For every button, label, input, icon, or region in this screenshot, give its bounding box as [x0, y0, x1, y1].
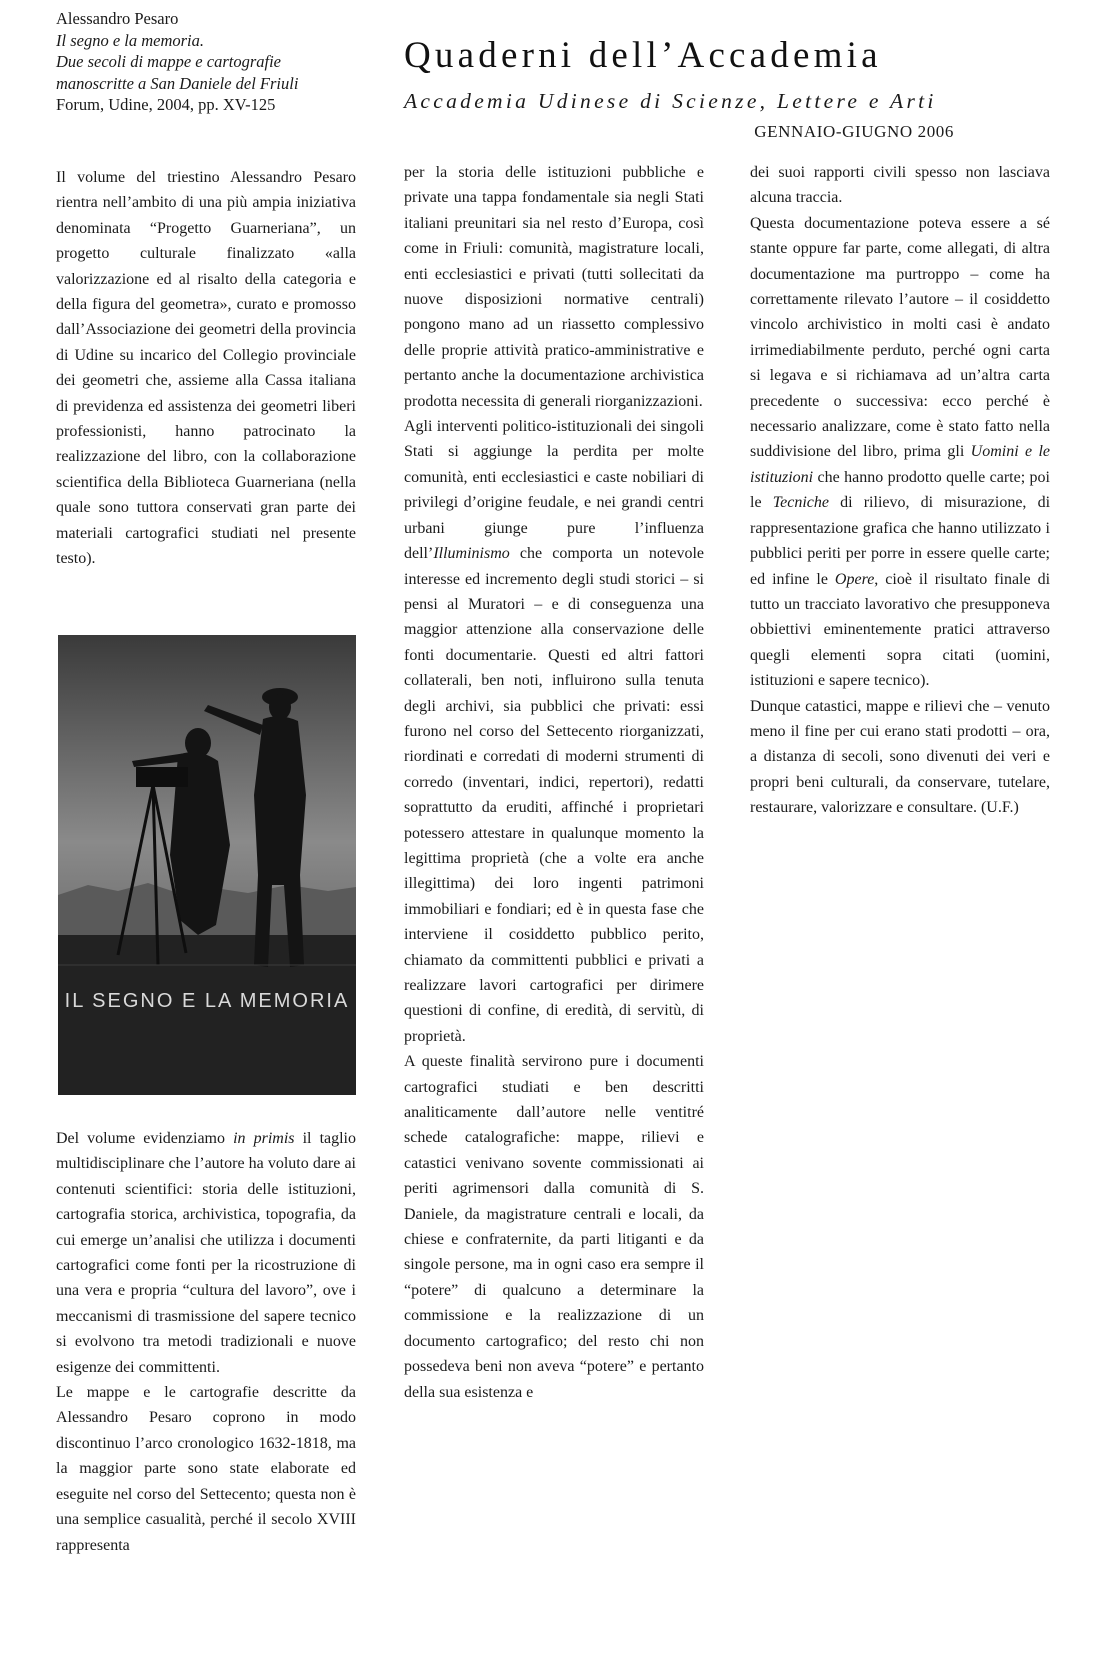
text-run: di rilievo, di misurazione, di rappresentazione grafica che hanno utilizzato i pubblici periti per porre in essere quelle carte; ed infine le — [750, 494, 1051, 588]
cover-illustration — [58, 635, 356, 1095]
column-1-top — [56, 165, 356, 572]
text-run: il taglio multidisciplinare che l’autore ha voluto dare ai contenuti scientifici: storia delle istituzioni, cartografia storica, archivistica, topografia, da cui emerge un’analisi che utilizza i documenti cartografici come fonti per la ricostruzione di una vera e propria “cultura del lavoro”, ove i meccanismi di trasmissione del sapere tecnico si evolvono tra metodi tradizionali e nuove esigenze dei committenti. — [56, 1130, 357, 1376]
emphasis: Illuminismo — [433, 545, 510, 563]
emphasis: in primis — [233, 1130, 295, 1147]
text-run: che comporta un notevole interesse ed incremento degli studi storici – si pensi al Muratori – e di conseguenza una maggior attenzione alla conservazione delle fonti documentarie. Questi ed altri fattori collaterali, ben noti, influirono sulla tenuta degli archivi, sia pubblici che privati: essi furono nel corso del Settecento riorganizzati, riordinati e corredati di moderni strumenti di corredo (inventari, indici, repertori), redatti soprattutto da eruditi, affinché i proprietari potessero attestare in qualunque momento la legittima proprietà (che a volte era anche illegittima) dei loro ingenti patrimoni immobiliari e fondiari; ed è in questa fase che interviene il cosiddetto pubblico perito, chiamato da committenti pubblici e privati a realizzare lavori cartografici per dirimere questioni di confine, di eredità, di servitù, di proprietà. — [404, 545, 704, 1045]
paragraph: A queste finalità servirono pure i documenti cartografici studiati e ben descritti analiticamente dall’autore nelle ventitré schede catalografiche: mappe, rilievi e catastici venivano sovente commissionati ai periti agrimensori dalla comunità di S. Daniele, da magistrature centrali e locali, da chiese e confraternite, da parti litiganti e da singole persone, ma in ogni caso era sempre il “potere” di qualcuno a determinare la commissione e la realizzazione di un documento cartografico; del resto chi non possedeva beni non aveva “potere” e pertanto della sua esistenza e — [404, 1053, 704, 1401]
paragraph: Il volume del triestino Alessandro Pesaro rientra nell’ambito di una più ampia iniziativa denominata “Progetto Guarneriana”, un progetto culturale finalizzato «alla valorizzazione ed al risalto della categoria e della figura del geometra», curato e promosso dall’Associazione dei geometri della provincia di Udine su incarico del Collegio provinciale dei geometri che, assieme alla Cassa italiana di previdenza ed assistenza dei geometri liberi professionisti, hanno patrocinato la realizzazione del libro, con la collaborazione scientifica della Biblioteca Guarneriana (nella quale sono tuttora conservati gran parte dei materiali cartografici studiati nel presente testo). — [56, 169, 356, 568]
book-cover-image — [58, 635, 356, 1095]
paragraph: Dunque catastici, mappe e rilievi che – venuto meno il fine per cui erano stati prodotti – ora, a distanza di secoli, sono divenuti dei veri e propri beni culturali, da conservare, tutelare, restaurare, valorizzare e consultare. (U.F.) — [750, 697, 1050, 817]
text-run: Agli interventi politico-istituzionali dei singoli Stati si aggiunge la perdita per molte comunità, enti ecclesiastici e caste nobiliari di privilegi d’origine feudale, e nei grandi centri urbani giunge pure l’influenza dell’ — [404, 418, 704, 563]
column-2 — [404, 160, 704, 1405]
journal-title: Quaderni dell’Accademia — [404, 35, 882, 76]
citation-publisher: Forum, Udine, 2004, pp. XV-125 — [56, 95, 276, 114]
paragraph: per la storia delle istituzioni pubbliche e private una tappa fondamentale sia negli Stati italiani preunitari sia nel resto d’Europa, così come in Friuli: comunità, magistrature locali, enti ecclesiastici e privati (tutti sollecitati da nuove disposizioni normative centrali) pongono mano ad un riassetto complessivo delle proprie attività pratico-amministrative e pertanto anche la documentazione archivistica prodotta necessita di generali riorganizzazioni. — [404, 164, 704, 410]
journal-subtitle: Accademia Udinese di Scienze, Lettere e Arti — [404, 89, 937, 113]
cover-title: IL SEGNO E LA MEMORIA — [64, 990, 350, 1012]
text-run: Questa documentazione poteva essere a sé stante oppure far parte, come allegati, di altra documentazione ma purtroppo – come ha correttamente rilevato l’autore – il cosiddetto vincolo archivistico in molti casi è andato irrimediabilmente perduto, perché ogni carta si legava e si richiamava ad un’altra carta precedente o successiva: ecco perché è necessario analizzare, come è stato fatto nella suddivisione del libro, prima gli — [750, 214, 1050, 461]
text-run: Del volume evidenziamo — [56, 1130, 234, 1147]
paragraph — [404, 414, 704, 1049]
cover-ground — [58, 935, 356, 1095]
emphasis: Opere — [834, 570, 875, 588]
emphasis: Tecniche — [772, 494, 829, 512]
citation-title-line-3: manoscritte a San Daniele del Friuli — [56, 73, 299, 93]
emphasis: Uomini e le istituzioni — [750, 443, 1050, 486]
citation-title-line-2: Due secoli di mappe e cartografie — [56, 52, 281, 71]
paragraph: Le mappe e le cartografie descritte da Alessandro Pesaro coprono in modo discontinuo l’arco cronologico 1632-1818, ma la maggior parte sono state elaborate ed eseguite nel corso del Settecento; questa non è una semplice casualità, perché il secolo XVIII rappresenta — [56, 1384, 356, 1554]
book-citation — [56, 8, 356, 116]
column-3 — [750, 160, 1050, 821]
column-1-bottom — [56, 1126, 356, 1558]
paragraph — [750, 211, 1050, 694]
journal-issue-date: GENNAIO-GIUGNO 2006 — [754, 122, 954, 141]
text-run: che hanno prodotto quelle carte; poi le — [750, 468, 1050, 512]
citation-author: Alessandro Pesaro — [56, 9, 179, 28]
paragraph — [56, 1126, 356, 1380]
citation-title-line-1: Il segno e la memoria. — [56, 30, 205, 50]
text-run: , cioè il risultato finale di tutto un tracciato lavorativo che presupponeva obbiettivi eminentemente pratici attraverso quegli elementi sopra citati (uomini, istituzioni e sapere tecnico). — [750, 570, 1051, 690]
journal-masthead — [404, 34, 964, 142]
survey-table — [136, 767, 188, 787]
paragraph: dei suoi rapporti civili spesso non lasciava alcuna traccia. — [750, 164, 1050, 207]
